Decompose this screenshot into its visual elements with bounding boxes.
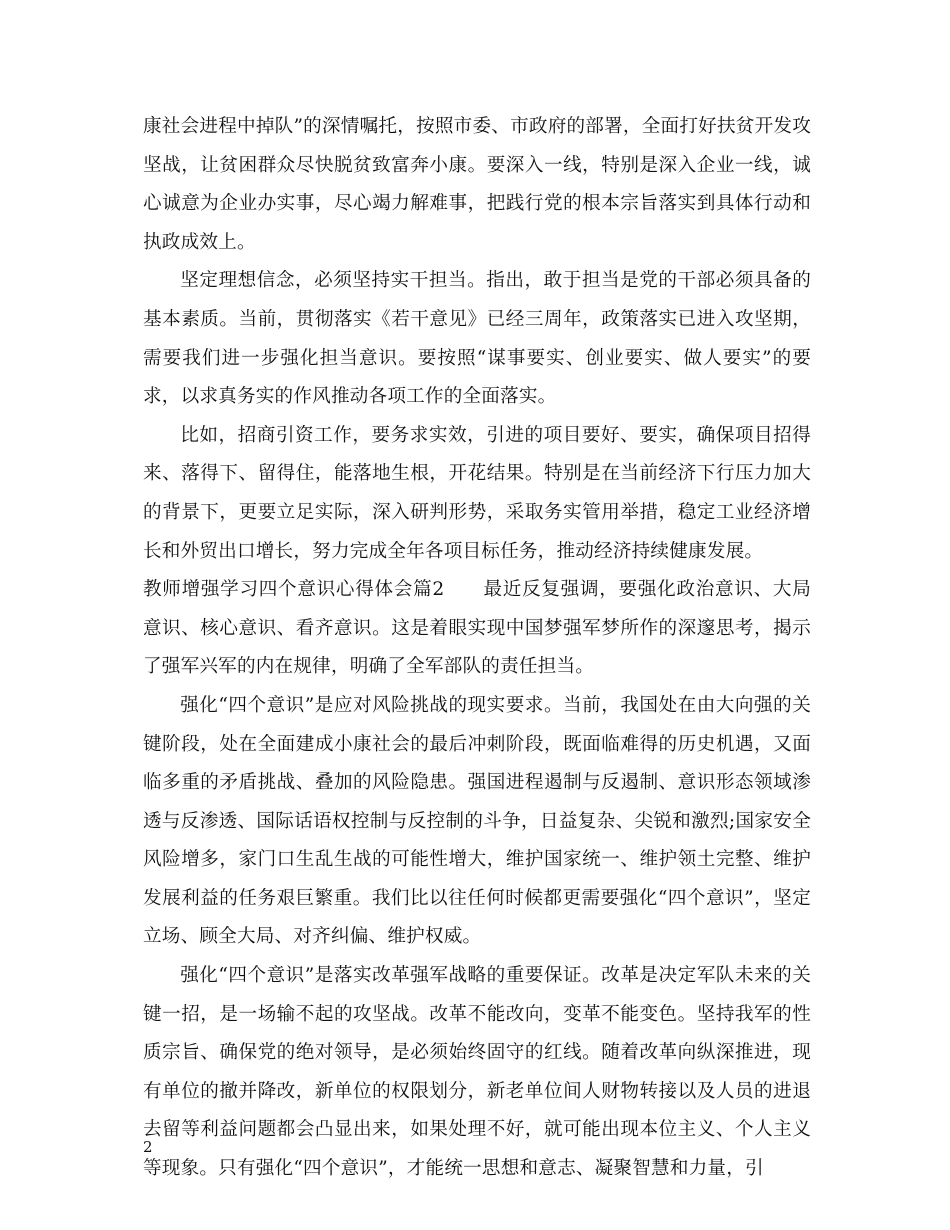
page-number: 2	[143, 1138, 153, 1156]
paragraph-risk-challenges: 强化“四个意识”是应对风险挑战的现实要求。当前，我国处在由大向强的关键阶段，处在全面建成小康社会的最后冲刺阶段，既面临难得的历史机遇，又面临多重的矛盾挑战、叠加的风险隐患。强国进程遏制与反遏制、意识形态领域渗透与反渗透、国际话语权控制与反控制的斗争，日益复杂、尖锐和激烈;国家安全风险增多，家门口生乱生战的可能性增大，维护国家统一、维护领土完整、维护发展利益的任务艰巨繁重。我们比以往任何时候都更需要强化“四个意识”，坚定立场、顾全大局、对齐纠偏、维护权威。	[143, 694, 811, 948]
paragraph-reform-guarantee: 强化“四个意识”是落实改革强军战略的重要保证。改革是决定军队未来的关键一招，是一场输不起的攻坚战。改革不能改向，变革不能变色。坚持我军的性质宗旨、确保党的绝对领导，是必须始终固守的红线。随着改革向纵深推进，现有单位的撤并降改，新单位的权限划分，新老单位间人财物转接以及人员的进退去留等利益问题都会凸显出来，如果处理不好，就可能出现本位主义、个人主义等现象。只有强化“四个意识”，才能统一思想和意志、凝聚智慧和力量，引	[143, 965, 811, 1180]
document-body	[143, 108, 811, 1189]
paragraph-continuation: 康社会进程中掉队”的深情嘱托，按照市委、市政府的部署，全面打好扶贫开发攻坚战，让贫困群众尽快脱贫致富奔小康。要深入一线，特别是深入企业一线，诚心诚意为企业办实事，尽心竭力解难事，把践行党的根本宗旨落实到具体行动和执政成效上。	[143, 116, 811, 253]
paragraph-ideals-responsibility: 坚定理想信念，必须坚持实干担当。指出，敢于担当是党的干部必须具备的基本素质。当前，贯彻落实《若干意见》已经三周年，政策落实已进入攻坚期，需要我们进一步强化担当意识。要按照“谋事要实、创业要实、做人要实”的要求，以求真务实的作风推动各项工作的全面落实。	[143, 270, 811, 408]
paragraph-investment-example: 比如，招商引资工作，要务求实效，引进的项目要好、要实，确保项目招得来、落得下、留得住，能落地生根，开花结果。特别是在当前经济下行压力加大的背景下，更要立足实际，深入研判形势，采取务实管用举措，稳定工业经济增长和外贸出口增长，努力完成全年各项目标任务，推动经济持续健康发展。	[143, 424, 811, 562]
paragraph-article-2-heading: 教师增强学习四个意识心得体会篇2 最近反复强调，要强化政治意识、大局意识、核心意识、看齐意识。这是着眼实现中国梦强军梦所作的深邃思考，揭示了强军兴军的内在规律，明确了全军部队的责任担当。	[143, 579, 811, 678]
